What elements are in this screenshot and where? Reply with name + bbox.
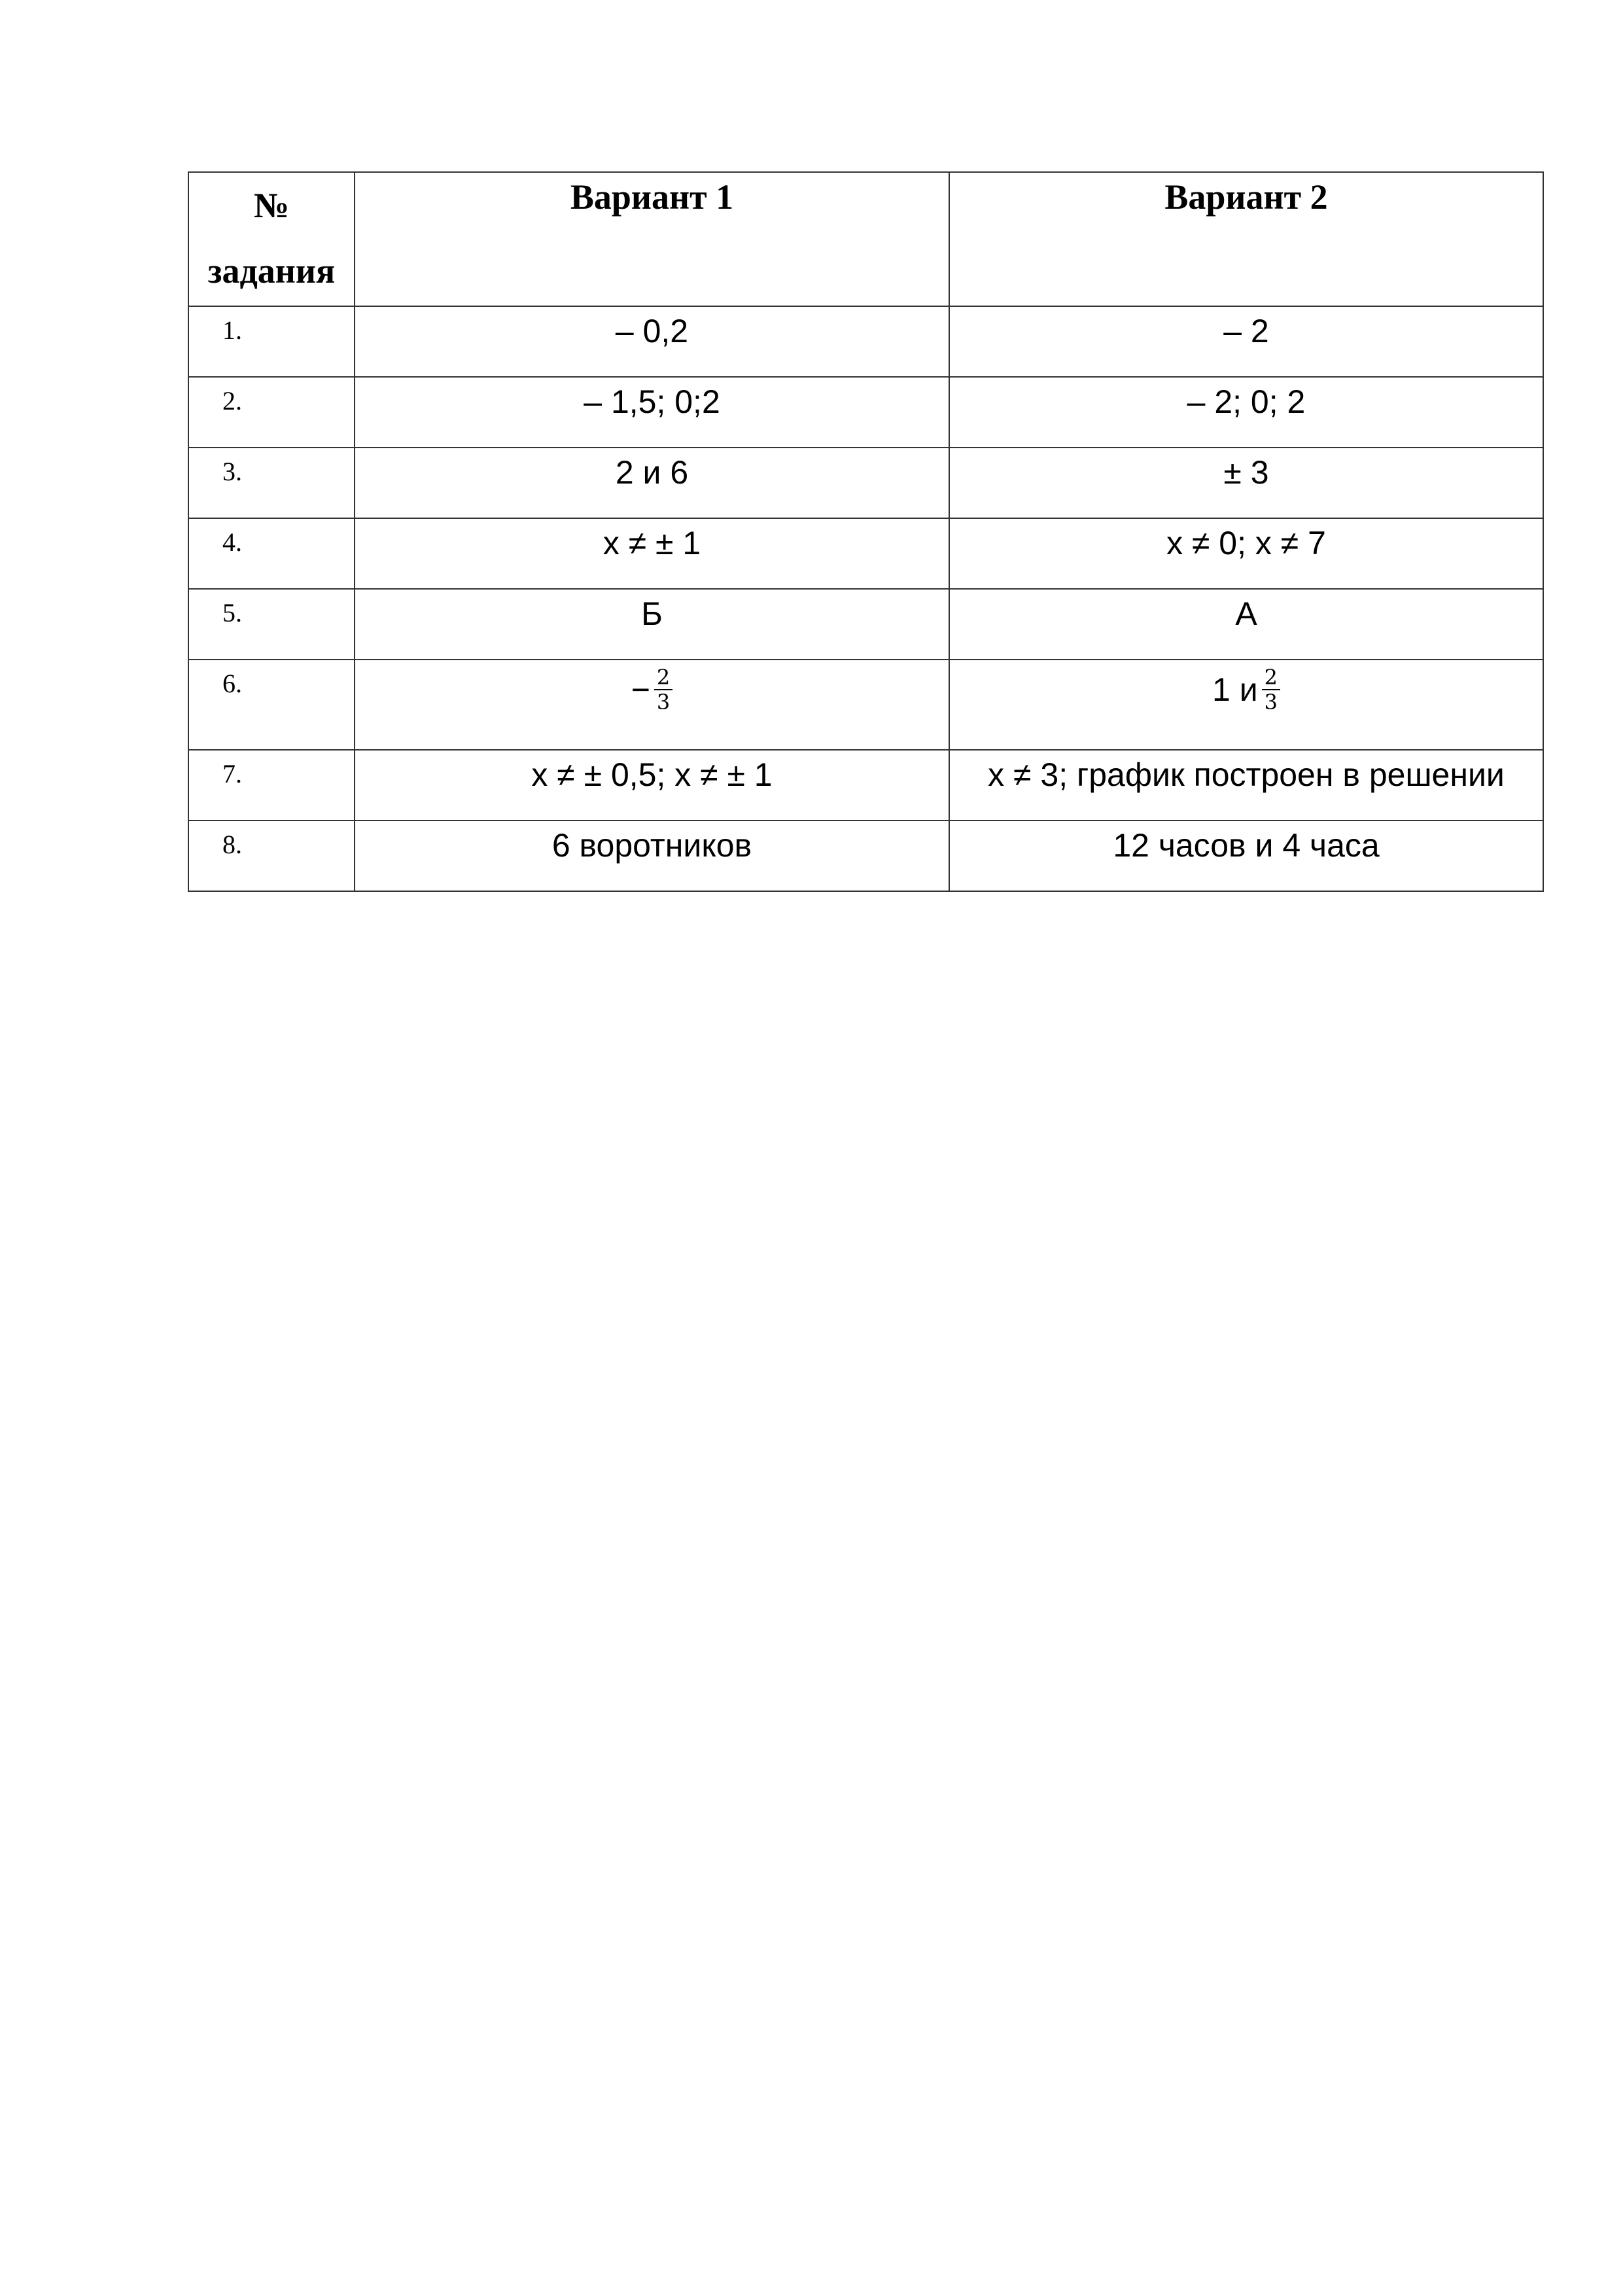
variant-1-answer: x ≠ ± 0,5; x ≠ ± 1 — [355, 750, 949, 821]
table-row — [188, 306, 1543, 377]
table-row — [188, 660, 1543, 750]
table-row — [188, 589, 1543, 660]
fraction-numerator: 2 — [654, 665, 672, 690]
header-num-symbol: № — [253, 186, 290, 225]
task-number: 1. — [188, 306, 355, 377]
task-number: 7. — [188, 750, 355, 821]
variant-2-answer — [949, 660, 1543, 750]
fraction-denominator: 3 — [1264, 690, 1278, 715]
fraction-denominator: 3 — [656, 690, 671, 715]
table-row — [188, 518, 1543, 589]
variant-2-answer: x ≠ 0; x ≠ 7 — [949, 518, 1543, 589]
answers-table — [188, 171, 1544, 892]
variant-2-answer: 12 часов и 4 часа — [949, 821, 1543, 891]
variant-2-answer: – 2 — [949, 306, 1543, 377]
table-row — [188, 448, 1543, 518]
table-row — [188, 750, 1543, 821]
task-number: 4. — [188, 518, 355, 589]
header-num-word: задания — [207, 251, 336, 291]
variant-1-answer: Б — [355, 589, 949, 660]
task-number: 5. — [188, 589, 355, 660]
fraction-prefix: 1 и — [1212, 671, 1258, 708]
table-row — [188, 821, 1543, 891]
fraction — [1262, 665, 1280, 714]
variant-2-answer: ± 3 — [949, 448, 1543, 518]
task-number: 8. — [188, 821, 355, 891]
table-row — [188, 377, 1543, 448]
header-variant-2: Вариант 2 — [949, 172, 1543, 306]
variant-1-answer: 6 воротников — [355, 821, 949, 891]
variant-1-answer: x ≠ ± 1 — [355, 518, 949, 589]
variant-2-answer: x ≠ 3; график построен в решении — [949, 750, 1543, 821]
variant-1-answer: – 0,2 — [355, 306, 949, 377]
task-number: 3. — [188, 448, 355, 518]
fraction-numerator: 2 — [1262, 665, 1280, 690]
variant-1-answer — [355, 660, 949, 750]
fraction — [654, 665, 672, 714]
variant-1-answer: – 1,5; 0;2 — [355, 377, 949, 448]
table-header-row — [188, 172, 1543, 306]
header-task-number — [188, 172, 355, 306]
variant-2-answer: – 2; 0; 2 — [949, 377, 1543, 448]
variant-1-answer: 2 и 6 — [355, 448, 949, 518]
task-number: 6. — [188, 660, 355, 750]
task-number: 2. — [188, 377, 355, 448]
fraction-prefix: − — [631, 671, 650, 708]
header-variant-1: Вариант 1 — [355, 172, 949, 306]
variant-2-answer: А — [949, 589, 1543, 660]
